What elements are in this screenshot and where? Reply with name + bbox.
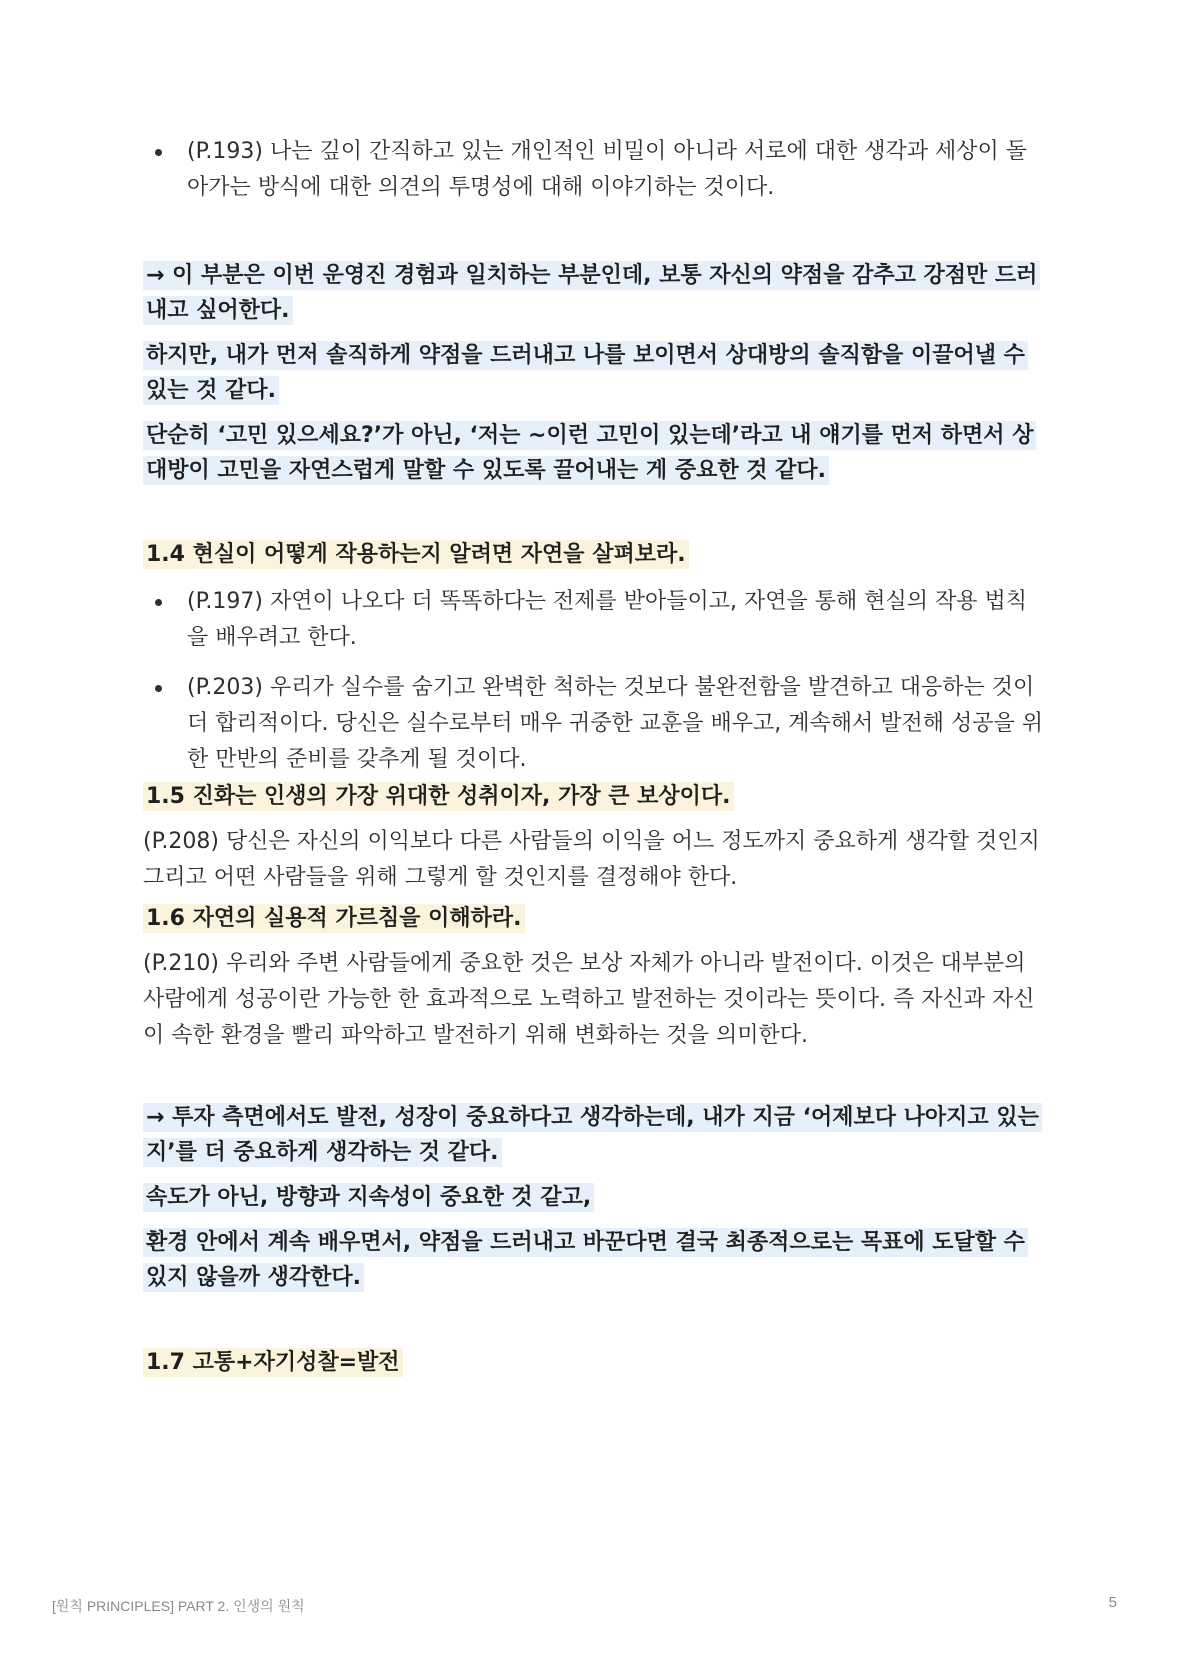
quote-text: (P.210) 우리와 주변 사람들에게 중요한 것은 보상 자체가 아니라 발전이다. 이것은 대부분의 사람에게 성공이란 가능한 한 효과적으로 노력하고 발전하는 것이라는 뜻이다. 즉 자신과 자신이 속한 환경을 빨리 파악하고 발전하기 위해 변화하는 것을 의미한다. xyxy=(143,951,1035,1048)
reflection-paragraph: → 투자 측면에서도 발전, 성장이 중요하다고 생각하는데, 내가 지금 ‘어제보다 나아지고 있는지’를 더 중요하게 생각하는 것 같다. xyxy=(143,1100,1043,1170)
quote-list xyxy=(143,584,1043,778)
section-1-7 xyxy=(143,1346,1043,1380)
reflection-paragraph: 속도가 아닌, 방향과 지속성이 중요한 것 같고, xyxy=(143,1180,1043,1215)
section-heading: 1.6 자연의 실용적 가르침을 이해하라. xyxy=(143,902,1043,936)
reflection-block-2 xyxy=(143,1100,1043,1305)
list-item xyxy=(143,134,1043,206)
bullet-icon xyxy=(155,599,162,606)
list-item xyxy=(143,670,1043,778)
quote-text: (P.197) 자연이 나오다 더 똑똑하다는 전제를 받아들이고, 자연을 통해 현실의 작용 법칙을 배우려고 한다. xyxy=(187,589,1027,650)
section-heading: 1.5 진화는 인생의 가장 위대한 성취이자, 가장 큰 보상이다. xyxy=(143,780,1043,814)
section-heading: 1.4 현실이 어떻게 작용하는지 알려면 자연을 살펴보라. xyxy=(143,538,1043,572)
quote-list-top xyxy=(143,134,1043,220)
bullet-icon xyxy=(155,685,162,692)
quote-text: (P.208) 당신은 자신의 이익보다 다른 사람들의 이익을 어느 정도까지 중요하게 생각할 것인지 그리고 어떤 사람들을 위해 그렇게 할 것인지를 결정해야 한다. xyxy=(143,829,1040,890)
page-number: 5 xyxy=(1108,1594,1117,1611)
list-item xyxy=(143,584,1043,656)
bullet-icon xyxy=(155,149,162,156)
reflection-paragraph: 하지만, 내가 먼저 솔직하게 약점을 드러내고 나를 보이면서 상대방의 솔직함을 이끌어낼 수 있는 것 같다. xyxy=(143,338,1043,408)
reflection-paragraph: → 이 부분은 이번 운영진 경험과 일치하는 부분인데, 보통 자신의 약점을 감추고 강점만 드러내고 싶어한다. xyxy=(143,258,1043,328)
reflection-block-1 xyxy=(143,258,1043,498)
footer-title: [원칙 PRINCIPLES] PART 2. 인생의 원칙 xyxy=(52,1598,305,1614)
reflection-paragraph: 환경 안에서 계속 배우면서, 약점을 드러내고 바꾼다면 결국 최종적으로는 목표에 도달할 수 있지 않을까 생각한다. xyxy=(143,1225,1043,1295)
section-1-6 xyxy=(143,902,1043,1054)
section-1-4 xyxy=(143,538,1043,792)
section-heading: 1.7 고통+자기성찰=발전 xyxy=(143,1346,1043,1380)
quote-text: (P.193) 나는 깊이 간직하고 있는 개인적인 비밀이 아니라 서로에 대한 생각과 세상이 돌아가는 방식에 대한 의견의 투명성에 대해 이야기하는 것이다. xyxy=(187,139,1027,200)
reflection-paragraph: 단순히 ‘고민 있으세요?’가 아닌, ‘저는 ~이런 고민이 있는데’라고 내 얘기를 먼저 하면서 상대방이 고민을 자연스럽게 말할 수 있도록 끌어내는 게 중요한 것 같다. xyxy=(143,418,1043,488)
quote-text: (P.203) 우리가 실수를 숨기고 완벽한 척하는 것보다 불완전함을 발견하고 대응하는 것이 더 합리적이다. 당신은 실수로부터 매우 귀중한 교훈을 배우고, 계속해서 발전해 성공을 위한 만반의 준비를 갖추게 될 것이다. xyxy=(187,675,1043,772)
section-1-5 xyxy=(143,780,1043,896)
